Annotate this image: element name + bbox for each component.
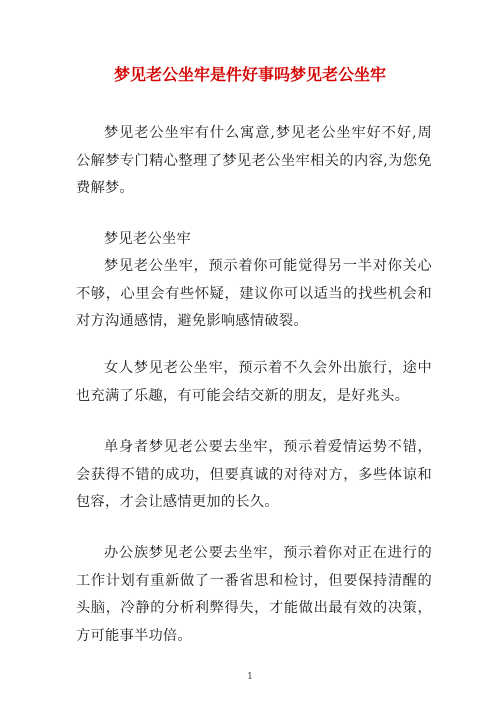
body-paragraph-general: 梦见老公坐牢，预示着你可能觉得另一半对你关心不够，心里会有些怀疑，建议你可以适当的找些机会和对方沟通感情，避免影响感情破裂。 [76, 258, 432, 329]
body-paragraph-single: 单身者梦见老公要去坐牢，预示着爱情运势不错，会获得不错的成功，但要真诚的对待对方，多些体谅和包容，才会让感情更加的长久。 [76, 439, 432, 510]
page-number: 1 [247, 672, 253, 682]
intro-paragraph: 梦见老公坐牢有什么寓意,梦见老公坐牢好不好,周公解梦专门精心整理了梦见老公坐牢相关的内容,为您免费解梦。 [76, 125, 432, 196]
body-paragraph-woman: 女人梦见老公坐牢，预示着不久会外出旅行，途中也充满了乐趣，有可能会结交新的朋友，是好兆头。 [76, 360, 432, 404]
body-paragraph-office-worker: 办公族梦见老公要去坐牢，预示着你对正在进行的工作计划有重新做了一番省思和检讨，但要保持清醒的头脑，冷静的分析利弊得失，才能做出最有效的决策，方可能事半功倍。 [76, 545, 432, 644]
document-title: 梦见老公坐牢是件好事吗梦见老公坐牢 [113, 65, 386, 84]
section-heading: 梦见老公坐牢 [104, 231, 191, 247]
